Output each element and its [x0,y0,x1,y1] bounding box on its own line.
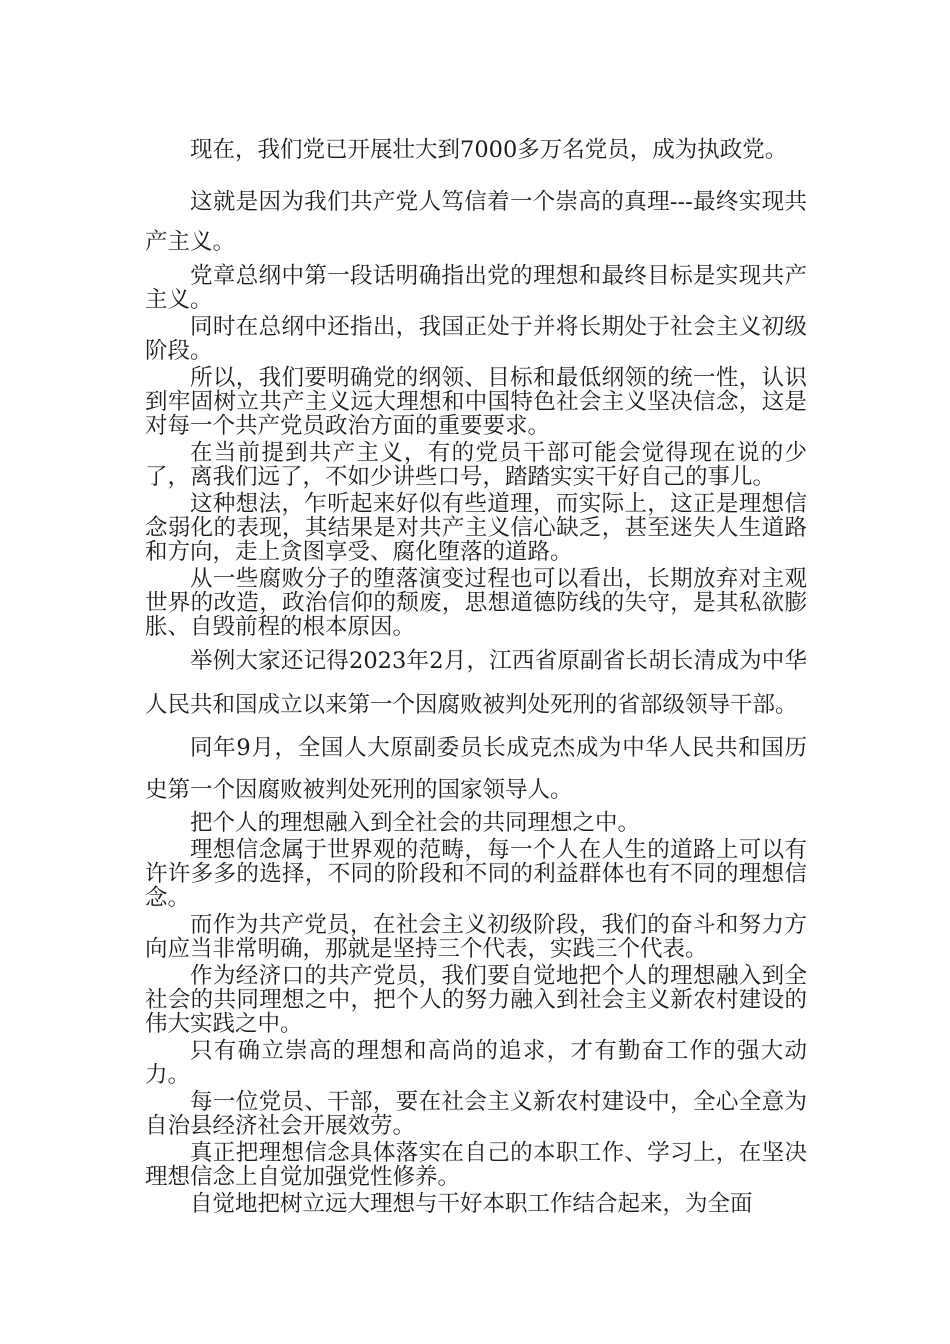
paragraph-17: 真正把理想信念具体落实在自己的本职工作、学习上，在坚决理想信念上自觉加强党性修养。 [145,1140,807,1190]
paragraph-7: 这种想法，乍听起来好似有些道理，而实际上，这正是理想信念弱化的表现，其结果是对共产主义信心缺乏，甚至迷失人生道路和方向，走上贪图享受、腐化堕落的道路。 [145,491,807,565]
paragraph-4: 同时在总纲中还指出，我国正处于并将长期处于社会主义初级阶段。 [145,314,807,364]
paragraph-2: 这就是因为我们共产党人笃信着一个崇高的真理---最终实现共产主义。 [145,189,807,255]
paragraph-6: 在当前提到共产主义，有的党员干部可能会觉得现在说的少了，离我们远了，不如少讲些口号，踏踏实实干好自己的事儿。 [145,440,807,490]
paragraph-8: 从一些腐败分子的堕落演变过程也可以看出，长期放弃对主观世界的改造，政治信仰的颓废，思想道德防线的失守，是其私欲膨胀、自毁前程的根本原因。 [145,566,807,640]
paragraph-1: 现在，我们党已开展壮大到7000多万名党员，成为执政党。 [190,137,788,163]
paragraph-5: 所以，我们要明确党的纲领、目标和最低纲领的统一性，认识到牢固树立共产主义远大理想和中国特色社会主义坚决信念，这是对每一个共产党员政治方面的重要要求。 [145,365,807,439]
paragraph-3: 党章总纲中第一段话明确指出党的理想和最终目标是实现共产主义。 [145,263,807,313]
paragraph-18: 自觉地把树立远大理想与干好本职工作结合起来，为全面 [190,1191,753,1217]
paragraph-9: 举例大家还记得2023年2月，江西省原副省长胡长清成为中华人民共和国成立以来第一个因腐败被判处死刑的省部级领导干部。 [145,648,807,718]
paragraph-14: 作为经济口的共产党员，我们要自觉地把个人的理想融入到全社会的共同理想之中，把个人的努力融入到社会主义新农村建设的伟大实践之中。 [145,963,807,1037]
paragraph-10: 同年9月，全国人大原副委员长成克杰成为中华人民共和国历史第一个因腐败被判处死刑的国家领导人。 [145,735,807,803]
paragraph-11: 把个人的理想融入到全社会的共同理想之中。 [190,810,641,836]
document-body [145,128,807,1216]
paragraph-12: 理想信念属于世界观的范畴，每一个人在人生的道路上可以有许许多多的选择，不同的阶段和不同的利益群体也有不同的理想信念。 [145,837,807,911]
paragraph-16: 每一位党员、干部，要在社会主义新农村建设中，全心全意为自治县经济社会开展效劳。 [145,1089,807,1139]
paragraph-15: 只有确立崇高的理想和高尚的追求，才有勤奋工作的强大动力。 [145,1038,807,1088]
paragraph-13: 而作为共产党员，在社会主义初级阶段，我们的奋斗和努力方向应当非常明确，那就是坚持三个代表，实践三个代表。 [145,912,807,962]
